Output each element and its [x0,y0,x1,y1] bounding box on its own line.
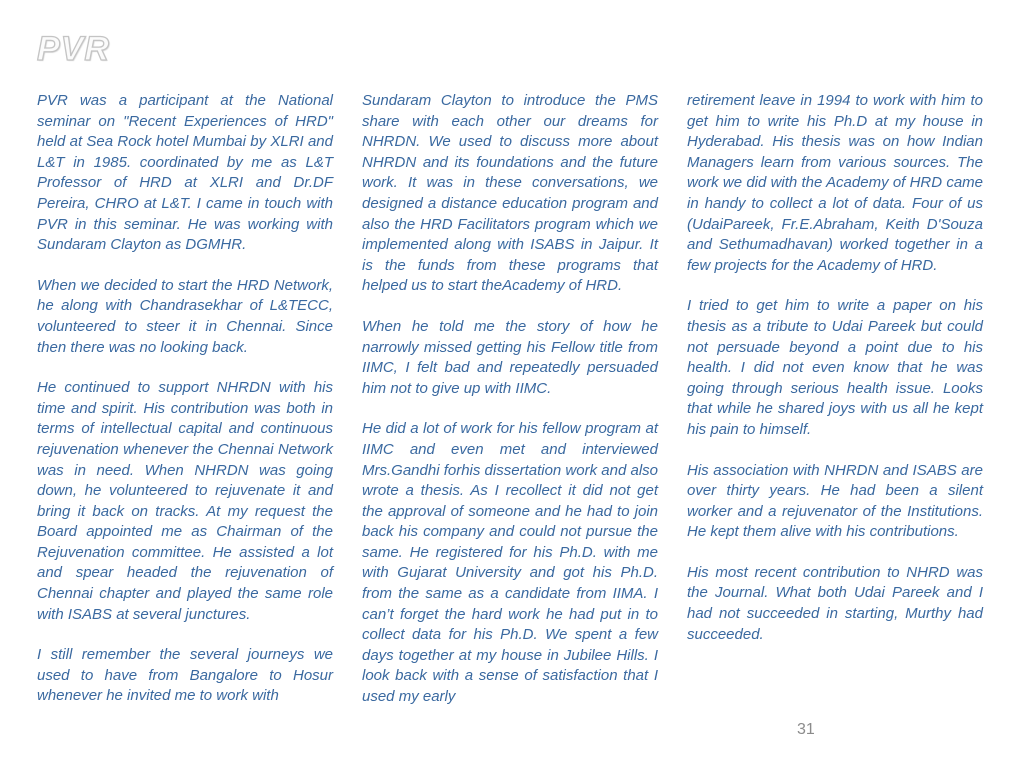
page-number: 31 [797,721,815,738]
paragraph: I still remember the several journeys we used to have from Bangalore to Hosur whenever he invited me to work with [37,646,333,705]
text-column-1 [37,91,333,728]
paragraph: PVR was a participant at the National seminar on "Recent Experiences of HRD" held at Sea Rock hotel Mumbai by XLRI and L&T in 1985. coordinated by me as L&T Professor of HRD at XLRI and Dr.DF Pereira, CHRO at L&T. I came in touch with PVR in this seminar. He was working with Sundaram Clayton as DGMHR. [37,92,333,254]
paragraph: His most recent contribution to NHRD was the Journal. What both Udai Pareek and I had not succeeded in starting, Murthy had succeeded. [687,563,983,643]
paragraph: When he told me the story of how he narrowly missed getting his Fellow title from IIMC, I felt bad and repeatedly persuaded him not to give up with IIMC. [362,317,658,397]
text-column-3 [687,91,983,728]
paragraph: His association with NHRDN and ISABS are over thirty years. He had been a silent worker and a rejuvenator of the Institutions. He kept them alive with his contributions. [687,461,983,541]
page-title: PVR [37,30,110,68]
paragraph: I tried to get him to write a paper on his thesis as a tribute to Udai Pareek but could not persuade beyond a point due to his health. I did not even know that he was going through serious health issue. Looks that while he shared joys with us all he kept his pain to himself. [687,297,983,438]
paragraph: retirement leave in 1994 to work with him to get him to write his Ph.D at my house in Hyderabad. His thesis was on how Indian Managers learn from various sources. The work we did with the Academy of HRD came in handy to collect a lot of data. Four of us (UdaiPareek, Fr.E.Abraham, Keith D'Souza and Sethumadhavan) worked together in a few projects for the Academy of HRD. [687,92,983,274]
paragraph: When we decided to start the HRD Network, he along with Chandrasekhar of L&TECC, volunteered to steer it in Chennai. Since then there was no looking back. [37,276,333,356]
paragraph: He continued to support NHRDN with his time and spirit. His contribution was both in terms of intellectual capital and continuous rejuvenation whenever the Chennai Network was in need. When NHRDN was going down, he volunteered to rejuvenate it and bring it back on tracks. At my request the Board appointed me as Chairman of the Rejuvenation committee. He assisted a lot and spear headed the rejuvenation of Chennai chapter and played the same role with ISABS at several junctures. [37,379,333,623]
text-columns [37,91,983,728]
paragraph: He did a lot of work for his fellow program at IIMC and even met and interviewed Mrs.Gandhi forhis dissertation work and also wrote a thesis. As I recollect it did not get the approval of someone and he had to join back his company and could not pursue the same. He registered for his Ph.D. with me with Gujarat University and got his Ph.D. from the same as a candidate from IIMA. I can’t forget the hard work he had put in to collect data for his Ph.D. We spent a few days together at my house in Jubilee Hills. I look back with a sense of satisfaction that I used my early [362,420,658,706]
text-column-2 [362,91,658,728]
paragraph: Sundaram Clayton to introduce the PMS share with each other our dreams for NHRDN. We used to discuss more about NHRDN and its foundations and the future work. It was in these conversations, we designed a distance education program and also the HRD Facilitators program which we implemented along with ISABS in Jaipur. It is the funds from these programs that helped us to start theAcademy of HRD. [362,92,658,295]
